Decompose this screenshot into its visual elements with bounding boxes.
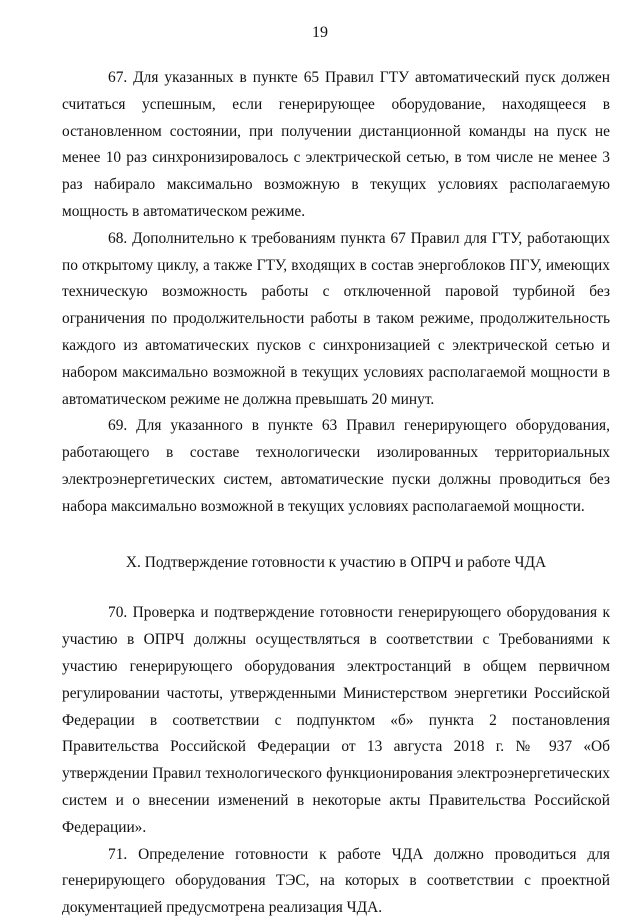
page-number: 19 xyxy=(312,24,328,41)
paragraph-71: 71. Определение готовности к работе ЧДА должно проводиться для генерирующего оборудования ТЭС, на которых в соответствии с проектной документацией предусмотрена реализация ЧДА. xyxy=(62,845,610,917)
paragraph-70: 70. Проверка и подтверждение готовности генерирующего оборудования к участию в ОПРЧ должны осуществляться в соответствии с Требованиями к участию генерирующего оборудования электростанций в общем первичном регулировании частоты, утвержденными Министерством энергетики Российской Федерации в соответствии с подпунктом «б» пункта 2 постановления Правительства Российской Федерации от 13 августа 2018 г. № 937 «Об утверждении Правил технологического функционирования электроэнергетических систем и о внесении изменений в некоторые акты Правительства Российской Федерации». xyxy=(62,604,610,836)
document-body xyxy=(62,65,610,922)
section-heading: X. Подтверждение готовности к участию в ОПРЧ и работе ЧДА xyxy=(125,553,547,571)
paragraph-69: 69. Для указанного в пункте 63 Правил генерирующего оборудования, работающего в составе технологически изолированных территориальных электроэнергетических систем, автоматические пуски должны проводиться без набора максимально возможной в текущих условиях располагаемой мощности. xyxy=(62,417,610,515)
paragraph-68: 68. Дополнительно к требованиям пункта 67 Правил для ГТУ, работающих по открытому циклу, а также ГТУ, входящих в состав энергоблоков ПГУ, имеющих техническую возможность работы с отключенной паровой турбиной без ограничения по продолжительности работы в таком режиме, продолжительность каждого из автоматических пусков с синхронизацией с электрической сетью и набором максимально возможной в текущих условиях располагаемой мощности в автоматическом режиме не должна превышать 20 минут. xyxy=(62,229,610,408)
paragraph-67: 67. Для указанных в пункте 65 Правил ГТУ автоматический пуск должен считаться успешным, если генерирующее оборудование, находящееся в остановленном состоянии, при получении дистанционной команды на пуск не менее 10 раз синхронизировалось с электрической сетью, в том числе не менее 3 раз набирало максимально возможную в текущих условиях располагаемую мощность в автоматическом режиме. xyxy=(62,69,610,220)
